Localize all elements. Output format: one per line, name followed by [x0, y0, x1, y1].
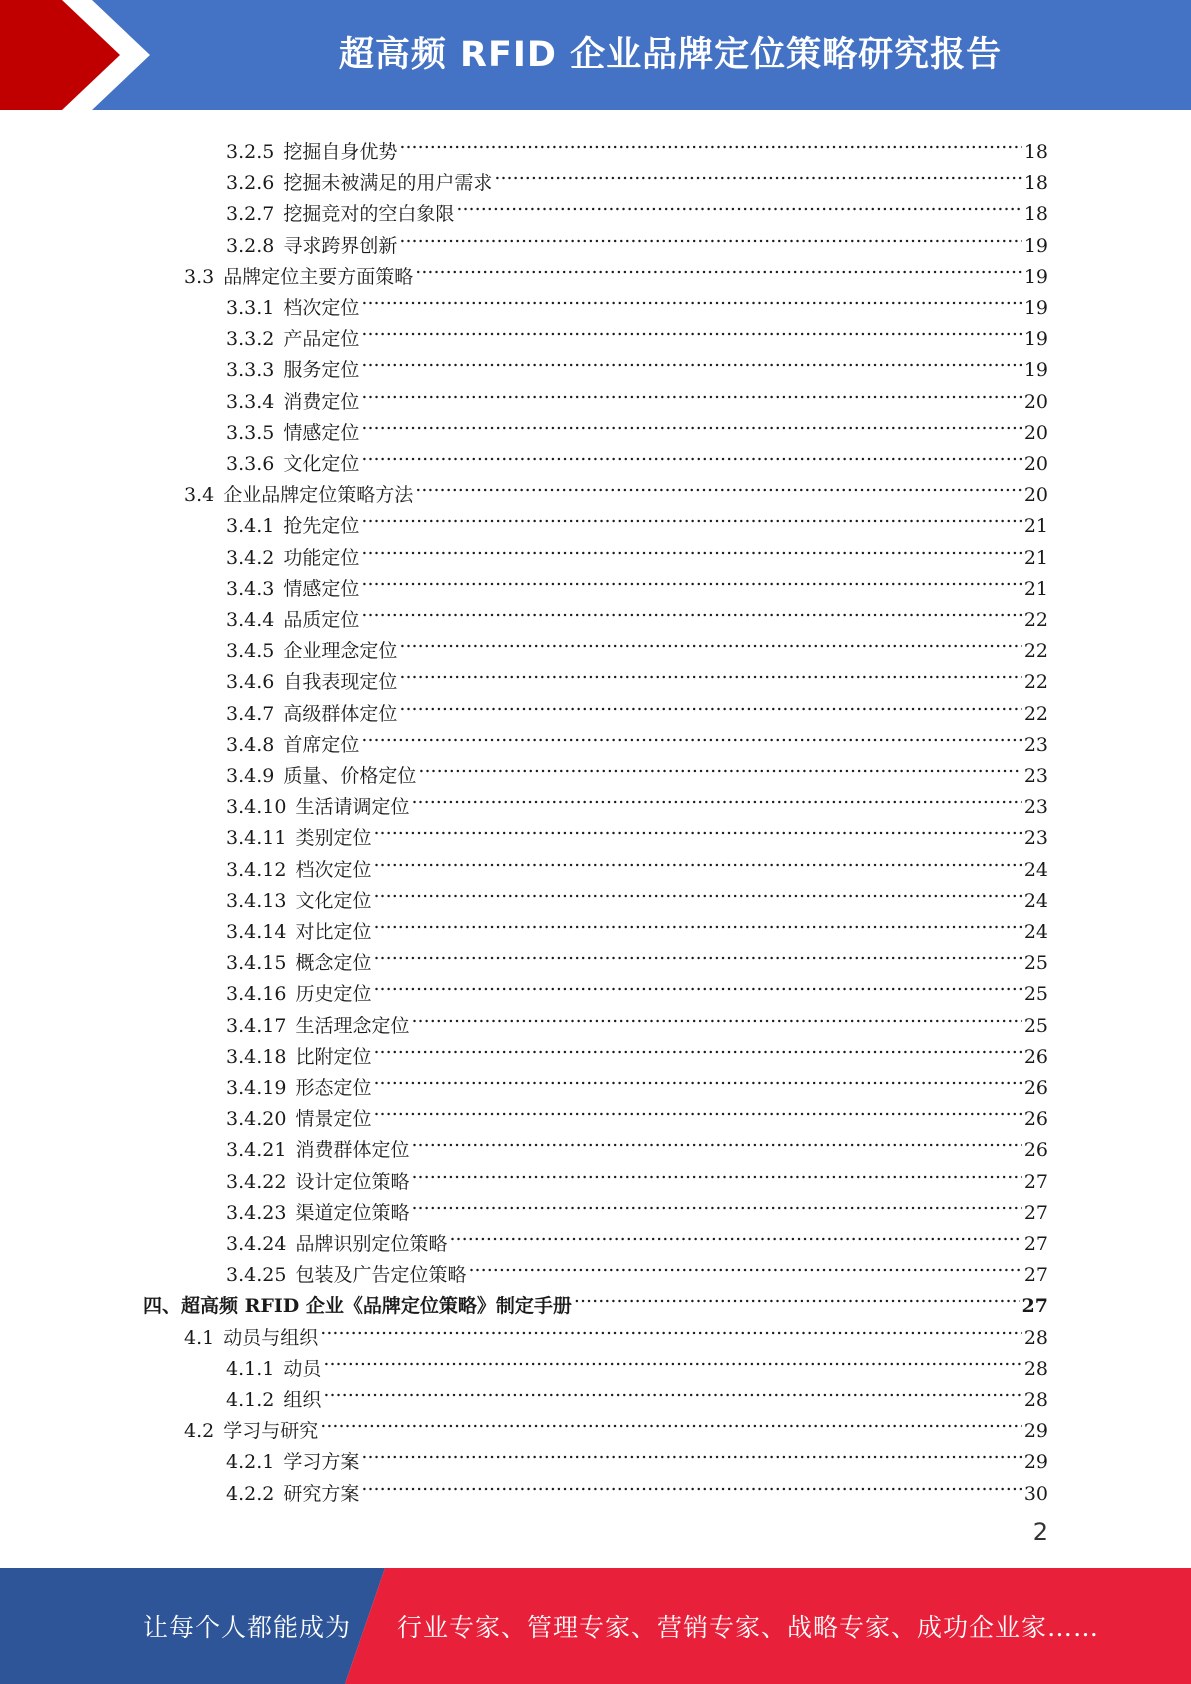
toc-entry-page: 19 [1023, 265, 1048, 288]
toc-entry-page: 24 [1023, 921, 1048, 943]
toc-entry-label: 学习方案 [283, 1451, 360, 1474]
toc-entry[interactable] [226, 845, 1048, 881]
toc-entry-number: 4.1.1 [226, 1357, 275, 1380]
toc-entry[interactable] [226, 907, 1048, 943]
footer-slogan-right: 行业专家、管理专家、营销专家、战略专家、成功企业家…… [397, 1613, 1100, 1642]
toc-dot-leader [361, 501, 1021, 532]
toc-entry-number: 3.2.5 [226, 141, 275, 163]
toc-entry-page: 21 [1023, 577, 1048, 600]
toc-entry-label: 抢先定位 [283, 515, 360, 538]
toc-entry-number: 4.1.2 [226, 1389, 275, 1411]
toc-entry[interactable] [226, 751, 1048, 787]
toc-entry-label: 服务定位 [283, 359, 360, 382]
toc-entry[interactable] [226, 595, 1048, 631]
toc-dot-leader [373, 876, 1021, 907]
toc-entry-page: 29 [1023, 1420, 1048, 1443]
toc-entry-label: 高级群体定位 [283, 702, 398, 725]
toc-entry-label: 学习与研究 [223, 1420, 319, 1443]
toc-entry-number: 3.4.22 [226, 1170, 287, 1193]
toc-dot-leader [361, 595, 1021, 626]
toc-entry[interactable] [226, 439, 1048, 475]
toc-entry[interactable] [226, 720, 1048, 756]
toc-entry-label: 超高频 RFID 企业《品牌定位策略》制定手册 [181, 1295, 572, 1318]
toc-dot-leader [361, 439, 1021, 470]
toc-entry-number: 3.4.3 [226, 577, 275, 600]
toc-entry[interactable] [226, 1125, 1048, 1162]
toc-dot-leader [373, 813, 1021, 844]
toc-dot-leader [399, 689, 1021, 720]
toc-entry-number: 3.4.24 [226, 1233, 287, 1255]
toc-dot-leader [494, 158, 1021, 189]
toc-entry-page: 28 [1023, 1389, 1048, 1411]
toc-entry-label: 设计定位策略 [295, 1170, 410, 1193]
toc-entry[interactable] [226, 1063, 1048, 1099]
toc-entry-page: 28 [1023, 1326, 1048, 1349]
toc-entry-page: 19 [1023, 234, 1048, 257]
toc-entry-label: 情感定位 [283, 421, 360, 444]
toc-entry-number: 4.2.1 [226, 1451, 275, 1474]
toc-entry[interactable] [226, 1157, 1048, 1193]
toc-entry-page: 23 [1023, 765, 1048, 787]
toc-dot-leader [468, 1250, 1021, 1281]
toc-entry-page: 24 [1023, 858, 1048, 881]
toc-entry-label: 包装及广告定位策略 [295, 1264, 467, 1287]
toc-dot-leader [373, 907, 1021, 938]
toc-dot-leader [411, 1157, 1021, 1188]
toc-dot-leader [361, 345, 1021, 376]
toc-entry-number: 3.4.8 [226, 733, 275, 756]
page-header [0, 0, 1191, 110]
toc-entry-page: 26 [1023, 1139, 1048, 1162]
toc-entry-number: 3.3 [184, 265, 215, 288]
toc-entry-page: 21 [1023, 515, 1048, 538]
toc-entry[interactable] [226, 564, 1048, 600]
report-title: 超高频 RFID 企业品牌定位策略研究报告 [338, 35, 1003, 75]
toc-dot-leader [323, 1344, 1021, 1375]
toc-dot-leader [411, 1001, 1021, 1032]
toc-entry-label: 情感定位 [283, 577, 360, 600]
toc-entry[interactable] [226, 1094, 1048, 1131]
toc-entry-page: 27 [1023, 1264, 1048, 1287]
toc-entry-label: 消费定位 [283, 390, 360, 413]
toc-entry[interactable] [226, 345, 1048, 382]
toc-entry-label: 挖掘自身优势 [283, 141, 398, 163]
toc-entry-number: 3.4.20 [226, 1108, 287, 1131]
toc-entry[interactable] [226, 314, 1048, 351]
toc-entry[interactable] [226, 1375, 1048, 1411]
toc-entry-page: 28 [1023, 1357, 1048, 1380]
toc-dot-leader [361, 1437, 1021, 1468]
toc-entry-number: 3.2.8 [226, 234, 275, 257]
toc-entry[interactable] [226, 1250, 1048, 1287]
toc-entry-number: 3.4.4 [226, 609, 275, 631]
toc-entry[interactable] [226, 377, 1048, 413]
toc-entry-label: 比附定位 [295, 1045, 372, 1068]
toc-entry-page: 20 [1023, 390, 1048, 413]
toc-entry-label: 自我表现定位 [283, 671, 398, 694]
toc-entry-label: 生活理念定位 [295, 1014, 410, 1037]
toc-entry[interactable] [226, 501, 1048, 538]
page-footer [0, 1568, 1191, 1684]
toc-entry-page: 25 [1023, 952, 1048, 975]
toc-entry-number: 3.4.10 [226, 796, 287, 819]
toc-entry-label: 研究方案 [283, 1482, 360, 1505]
toc-entry-page: 29 [1023, 1451, 1048, 1474]
toc-entry-label: 品牌识别定位策略 [295, 1233, 448, 1255]
toc-entry-label: 文化定位 [295, 889, 372, 912]
toc-entry-page: 18 [1023, 172, 1048, 195]
toc-entry-label: 形态定位 [295, 1077, 372, 1099]
toc-entry-label: 类别定位 [295, 827, 372, 850]
toc-dot-leader [399, 626, 1021, 657]
toc-dot-leader [456, 189, 1021, 220]
toc-entry-page: 22 [1023, 702, 1048, 725]
toc-dot-leader [411, 1125, 1021, 1156]
toc-entry-number: 4.2.2 [226, 1482, 275, 1505]
toc-entry-label: 组织 [283, 1389, 322, 1411]
toc-entry-page: 23 [1023, 733, 1048, 756]
toc-dot-leader [323, 1375, 1021, 1406]
toc-entry-label: 消费群体定位 [295, 1139, 410, 1162]
toc-entry-number: 3.4.2 [226, 546, 275, 569]
toc-entry-number: 3.3.2 [226, 328, 275, 351]
toc-dot-leader [361, 1469, 1021, 1500]
toc-entry-number: 3.4.6 [226, 671, 275, 694]
toc-entry-page: 27 [1023, 1201, 1048, 1224]
toc-entry-page: 20 [1023, 421, 1048, 444]
toc-entry-page: 22 [1023, 640, 1048, 663]
toc-entry-page: 27 [1023, 1170, 1048, 1193]
toc-entry-number: 3.3.1 [226, 297, 275, 319]
toc-entry[interactable] [226, 408, 1048, 444]
toc-dot-leader [449, 1219, 1021, 1250]
toc-dot-leader [373, 969, 1021, 1000]
toc-entry-label: 企业理念定位 [283, 640, 398, 663]
toc-entry[interactable] [226, 221, 1048, 257]
toc-dot-leader [373, 1032, 1021, 1063]
toc-entry-number: 3.4.12 [226, 858, 287, 881]
toc-dot-leader [574, 1281, 1020, 1312]
toc-dot-leader [373, 845, 1021, 876]
toc-dot-leader [373, 1063, 1021, 1094]
toc-dot-leader [399, 221, 1021, 252]
toc-entry-page: 27 [1023, 1233, 1048, 1255]
toc-entry[interactable] [226, 969, 1048, 1006]
page-number: 2 [1032, 1518, 1048, 1546]
toc-entry-label: 档次定位 [283, 297, 360, 319]
toc-entry-number: 3.4.19 [226, 1077, 287, 1099]
toc-entry[interactable] [226, 1032, 1048, 1068]
toc-entry-label: 档次定位 [295, 858, 372, 881]
toc-entry-label: 首席定位 [283, 733, 360, 756]
toc-entry-label: 文化定位 [283, 453, 360, 475]
toc-entry-page: 24 [1023, 889, 1048, 912]
toc-entry[interactable] [226, 657, 1048, 694]
toc-entry[interactable] [226, 533, 1048, 569]
toc-entry-label: 概念定位 [295, 952, 372, 975]
toc-entry[interactable] [226, 813, 1048, 850]
toc-entry[interactable] [226, 158, 1048, 195]
toc-entry-label: 动员 [283, 1357, 322, 1380]
toc-entry[interactable] [226, 1437, 1048, 1474]
toc-entry-number: 3.4.9 [226, 765, 275, 787]
toc-entry[interactable] [226, 127, 1048, 163]
toc-entry-label: 生活请调定位 [295, 796, 410, 819]
toc-entry[interactable] [226, 1219, 1048, 1255]
toc-dot-leader [320, 1313, 1022, 1344]
toc-entry-page: 19 [1023, 297, 1048, 319]
toc-entry-page: 22 [1023, 609, 1048, 631]
toc-entry-page: 20 [1023, 484, 1048, 507]
toc-entry-page: 26 [1023, 1108, 1048, 1131]
toc-dot-leader [361, 408, 1021, 439]
toc-dot-leader [361, 533, 1021, 564]
toc-dot-leader [399, 127, 1021, 158]
toc-entry-page: 19 [1023, 328, 1048, 351]
toc-entry-label: 动员与组织 [223, 1326, 319, 1349]
toc-dot-leader [411, 782, 1021, 813]
toc-entry-page: 20 [1023, 453, 1048, 475]
chevron-arrow-icon [0, 0, 160, 110]
toc-entry-number: 3.3.5 [226, 421, 275, 444]
toc-entry-page: 18 [1023, 141, 1048, 163]
toc-entry-number: 3.4.7 [226, 702, 275, 725]
toc-entry-number: 4.1 [184, 1326, 215, 1349]
toc-entry-number: 3.2.7 [226, 203, 275, 226]
toc-dot-leader [418, 751, 1021, 782]
toc-entry-page: 26 [1023, 1077, 1048, 1099]
toc-dot-leader [415, 252, 1022, 283]
toc-entry-number: 3.4.13 [226, 889, 287, 912]
toc-entry-label: 挖掘竞对的空白象限 [283, 203, 455, 226]
toc-entry-label: 企业品牌定位策略方法 [223, 484, 414, 507]
toc-dot-leader [415, 470, 1022, 501]
toc-entry-number: 3.4.25 [226, 1264, 287, 1287]
toc-entry[interactable] [226, 876, 1048, 912]
toc-entry-page: 30 [1023, 1482, 1048, 1505]
toc-entry-number: 4.2 [184, 1420, 215, 1443]
toc-entry[interactable] [226, 1469, 1048, 1505]
toc-entry[interactable] [226, 938, 1048, 975]
toc-entry-number: 3.3.4 [226, 390, 275, 413]
toc-entry[interactable] [143, 1281, 1048, 1318]
toc-dot-leader [361, 720, 1021, 751]
toc-entry-label: 品质定位 [283, 609, 360, 631]
toc-dot-leader [320, 1406, 1022, 1437]
toc-entry-number: 3.4 [184, 484, 215, 507]
toc-entry-label: 寻求跨界创新 [283, 234, 398, 257]
toc-entry-label: 情景定位 [295, 1108, 372, 1131]
toc-entry-number: 3.4.16 [226, 983, 287, 1006]
toc-entry[interactable] [226, 626, 1048, 663]
toc-entry-number: 四、 [143, 1295, 182, 1318]
toc-entry-label: 品牌定位主要方面策略 [223, 265, 414, 288]
toc-dot-leader [373, 1094, 1021, 1125]
toc-entry-page: 23 [1023, 796, 1048, 819]
toc-entry-number: 3.4.18 [226, 1045, 287, 1068]
toc-entry-page: 21 [1023, 546, 1048, 569]
toc-dot-leader [373, 938, 1021, 969]
toc-entry-page: 19 [1023, 359, 1048, 382]
toc-entry[interactable] [226, 283, 1048, 319]
toc-entry[interactable] [226, 782, 1048, 819]
toc-entry-number: 3.4.15 [226, 952, 287, 975]
toc-entry-label: 功能定位 [283, 546, 360, 569]
toc-entry-number: 3.4.1 [226, 515, 275, 538]
toc-entry-label: 渠道定位策略 [295, 1201, 410, 1224]
toc-entry[interactable] [226, 689, 1048, 725]
toc-entry[interactable] [184, 1406, 1048, 1443]
toc-entry-label: 产品定位 [283, 328, 360, 351]
toc-dot-leader [361, 564, 1021, 595]
toc-entry-label: 历史定位 [295, 983, 372, 1006]
toc-entry-page: 23 [1023, 827, 1048, 850]
toc-entry[interactable] [226, 1188, 1048, 1224]
toc-entry-number: 3.2.6 [226, 172, 275, 195]
footer-slogan-left: 让每个人都能成为 [143, 1613, 352, 1642]
toc-entry-number: 3.4.21 [226, 1139, 287, 1162]
toc-dot-leader [361, 283, 1021, 314]
toc-entry-page: 25 [1023, 983, 1048, 1006]
toc-entry-number: 3.4.23 [226, 1201, 287, 1224]
toc-entry-page: 25 [1023, 1014, 1048, 1037]
toc-entry-number: 3.4.11 [226, 827, 287, 850]
toc-entry[interactable] [226, 1001, 1048, 1037]
toc-dot-leader [361, 377, 1021, 408]
toc-entry[interactable] [226, 1344, 1048, 1380]
toc-entry[interactable] [184, 1313, 1048, 1349]
toc-dot-leader [399, 657, 1021, 688]
toc-entry-label: 对比定位 [295, 921, 372, 943]
toc-entry-number: 3.4.5 [226, 640, 275, 663]
toc-entry[interactable] [226, 189, 1048, 226]
toc-entry-page: 18 [1023, 203, 1048, 226]
toc-dot-leader [411, 1188, 1021, 1219]
toc-dot-leader [361, 314, 1021, 345]
toc-entry-number: 3.4.17 [226, 1014, 287, 1037]
toc-entry-number: 3.4.14 [226, 921, 287, 943]
toc-entry-label: 挖掘未被满足的用户需求 [283, 172, 493, 195]
toc-entry-page: 27 [1021, 1295, 1048, 1318]
toc-entry-page: 22 [1023, 671, 1048, 694]
toc-entry-page: 26 [1023, 1045, 1048, 1068]
toc-entry[interactable] [184, 252, 1048, 288]
toc-entry-label: 质量、价格定位 [283, 765, 417, 787]
toc-entry[interactable] [184, 470, 1048, 507]
toc-entry-number: 3.3.6 [226, 453, 275, 475]
toc-entry-number: 3.3.3 [226, 359, 275, 382]
